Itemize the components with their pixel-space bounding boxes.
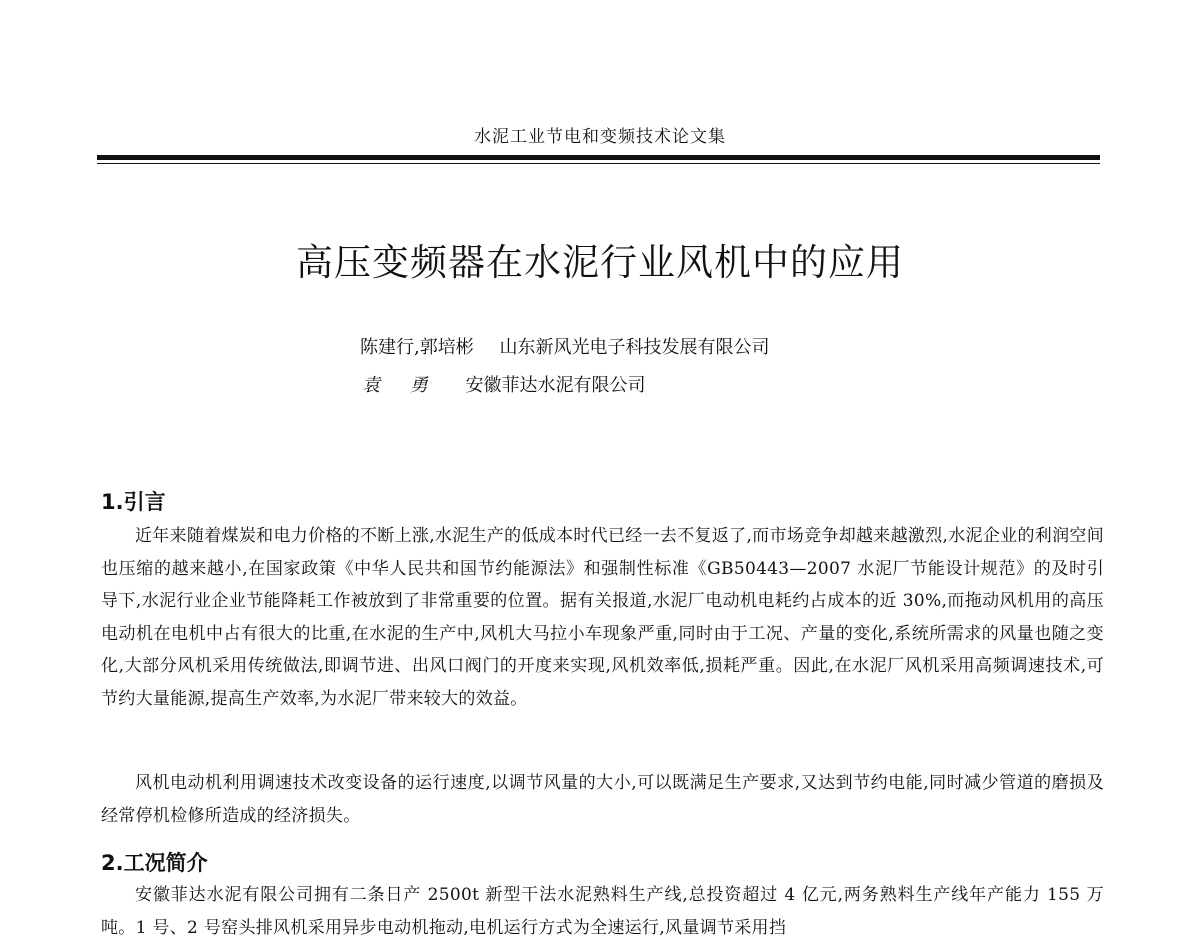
body-paragraph: 风机电动机利用调速技术改变设备的运行速度,以调节风量的大小,可以既满足生产要求,又达到节约电能,同时减少管道的磨损及经常停机检修所造成的经济损失。 xyxy=(101,773,1104,826)
author-names: 陈建行,郭培彬 xyxy=(360,337,474,358)
section-heading: 1.引言 xyxy=(101,490,166,514)
section-heading: 2.工况简介 xyxy=(101,851,208,875)
header-rule-thin xyxy=(97,163,1100,164)
author-line xyxy=(362,371,645,397)
author-affiliation: 山东新风光电子科技发展有限公司 xyxy=(499,337,770,358)
author-affiliation: 安徽菲达水泥有限公司 xyxy=(465,375,646,396)
author-line xyxy=(360,333,769,359)
body-paragraph: 近年来随着煤炭和电力价格的不断上涨,水泥生产的低成本时代已经一去不复返了,而市场竞争却越来越激烈,水泥企业的利润空间也压缩的越来越小,在国家政策《中华人民共和国节约能源法》和强制性标准《GB50443—2007 水泥厂节能设计规范》的及时引导下,水泥行业企业节能降耗工作被放到了非常重要的位置。据有关报道,水泥厂电动机电耗约占成本的近 30%,而拖动风机用的高压电动机在电机中占有很大的比重,在水泥的生产中,风机大马拉小车现象严重,同时由于工况、产量的变化,系统所需求的风量也随之变化,大部分风机采用传统做法,即调节进、出风口阀门的开度来实现,风机效率低,损耗严重。因此,在水泥厂风机采用高频调速技术,可节约大量能源,提高生产效率,为水泥厂带来较大的效益。 xyxy=(101,526,1104,709)
author-names: 袁 勇 xyxy=(362,375,440,396)
running-header: 水泥工业节电和变频技术论文集 xyxy=(474,127,726,147)
body-paragraph: 安徽菲达水泥有限公司拥有二条日产 2500t 新型干法水泥熟料生产线,总投资超过 4 亿元,两务熟料生产线年产能力 155 万吨。1 号、2 号窑头排风机采用异步电动机拖动,电机运行方式为全速运行,风量调节采用挡 xyxy=(101,885,1104,938)
paper-title: 高压变频器在水泥行业风机中的应用 xyxy=(296,241,904,284)
header-rule-thick xyxy=(97,155,1100,160)
